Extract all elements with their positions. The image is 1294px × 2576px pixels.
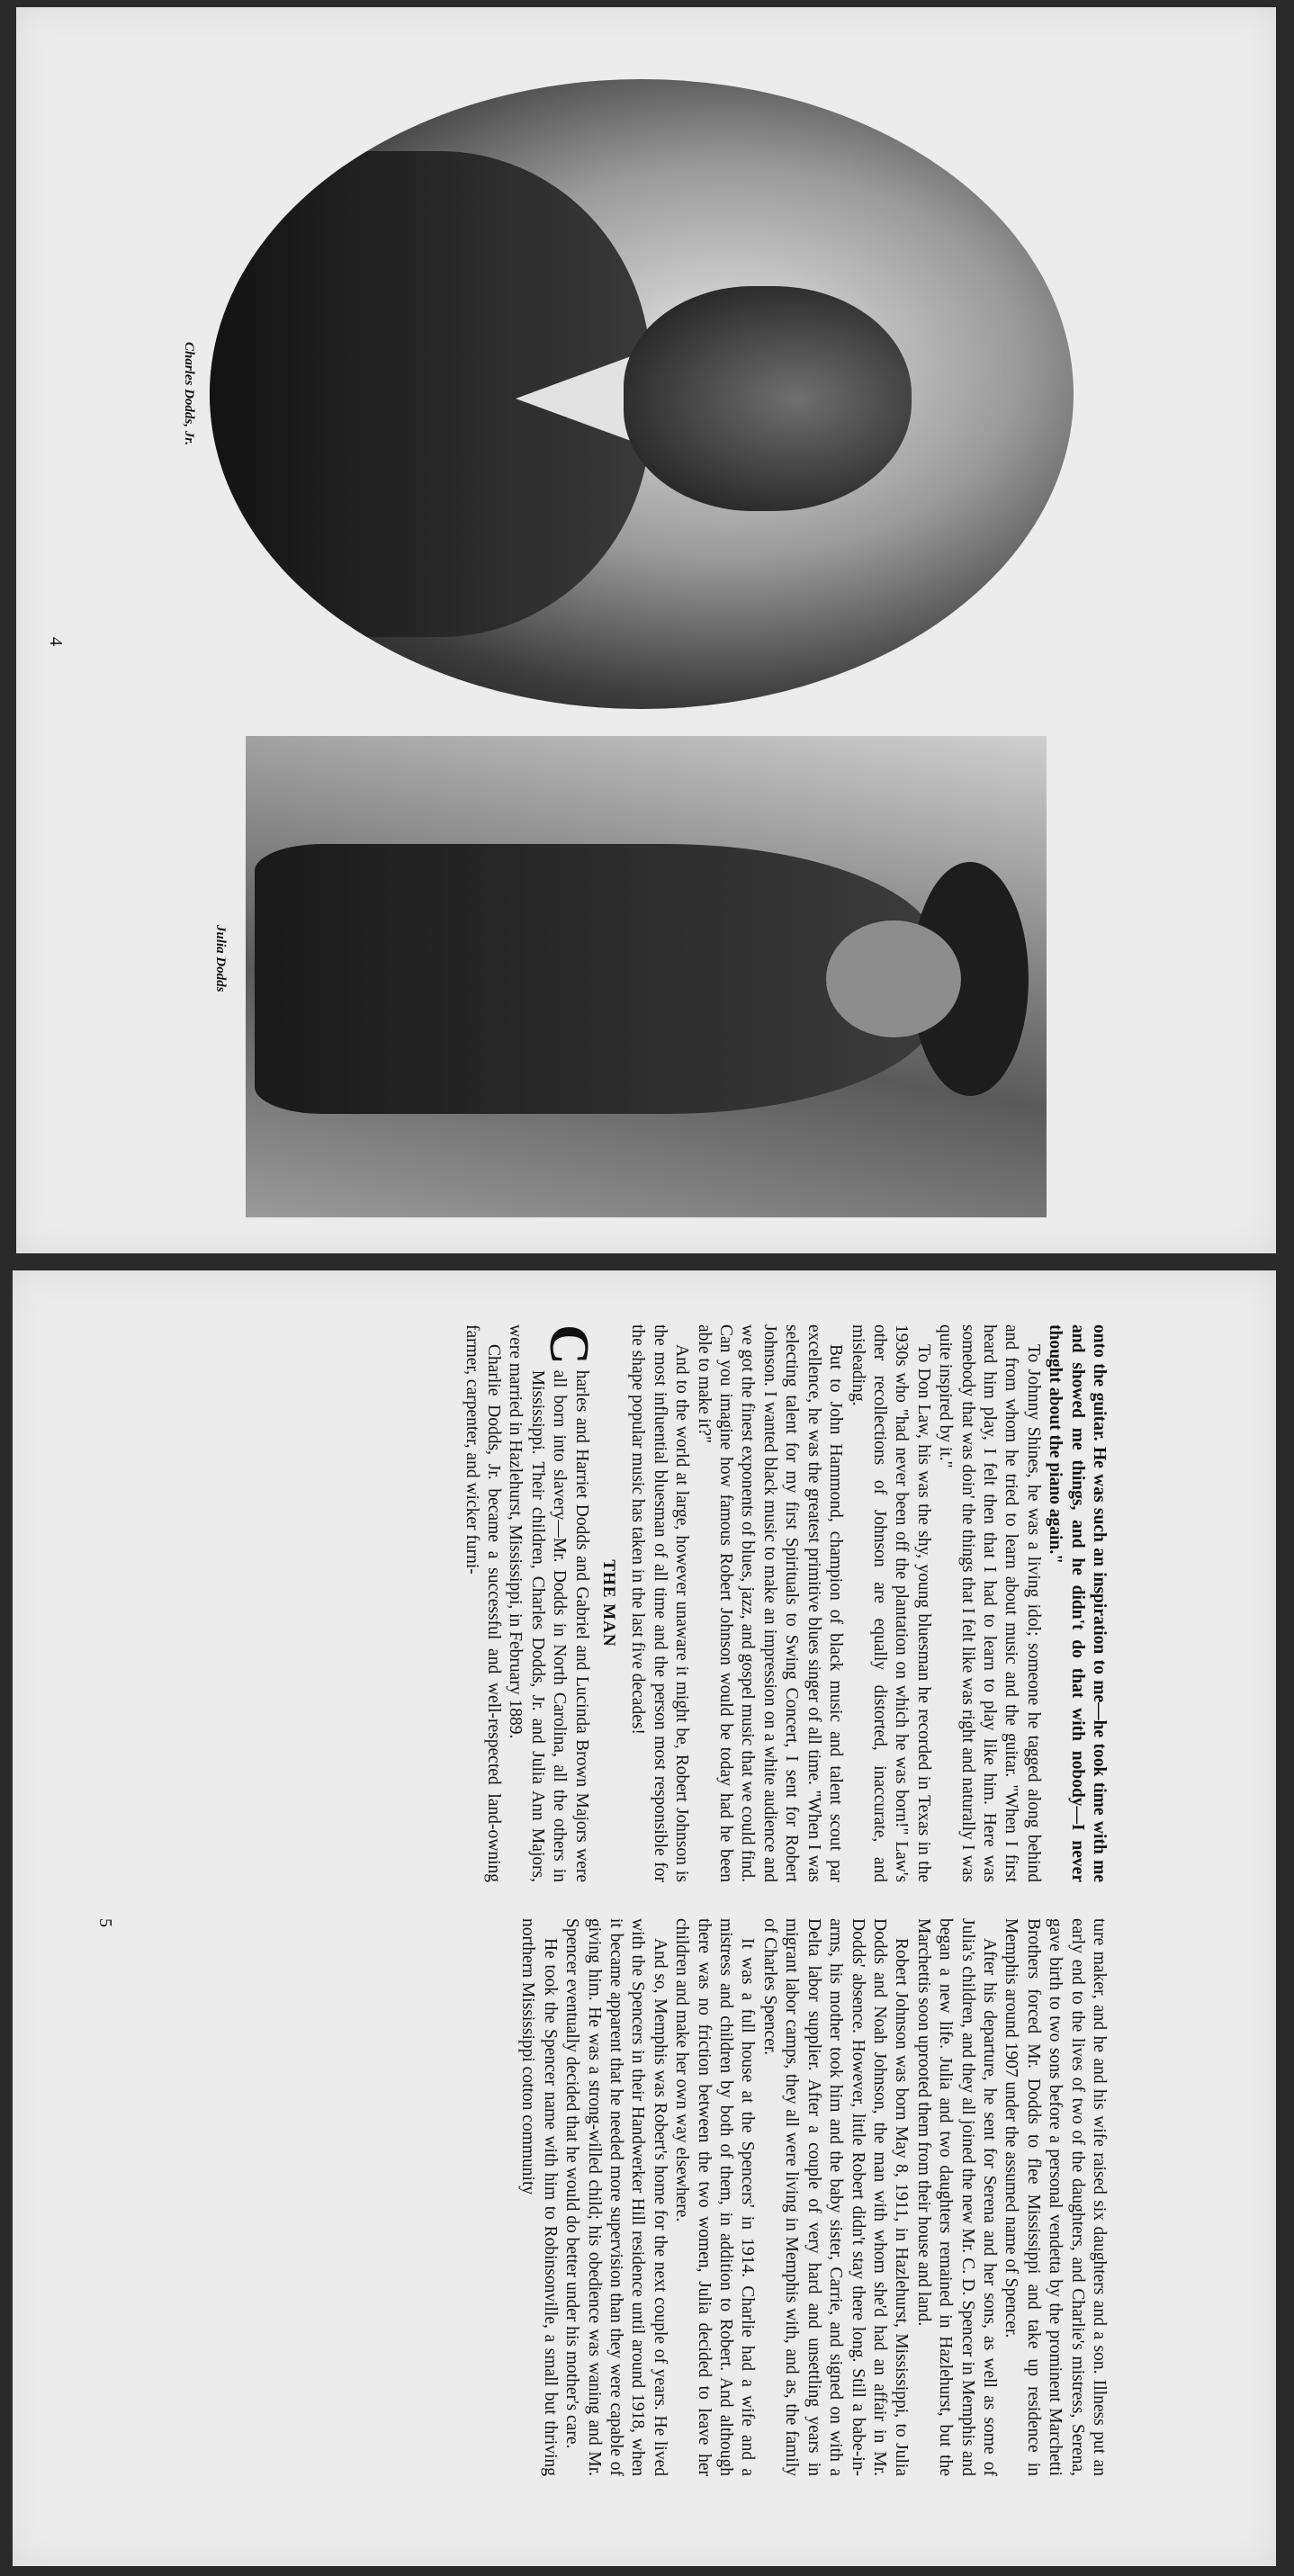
photo-head: [826, 920, 961, 1037]
dropcap: C: [537, 1324, 599, 1365]
text-column-right: [192, 1918, 1110, 2476]
photo-charles-dodds: [210, 79, 1074, 709]
text-column-left: [192, 1324, 1110, 1882]
section-heading: THE MAN: [599, 1559, 619, 1647]
paragraph-text: harles and Harriet Dodds and Gabriel and Lucinda Brown Majors were all born into slavery—Mr. Dodds in North Carolina, all the others in Mississippi. Their children, Charles Dodds, Jr. and Julia Ann Majors, were married in Hazlehurst, Mississippi, in February 1889.: [506, 1324, 591, 1882]
page-number: 4: [46, 637, 66, 646]
caption-charles: Charles Dodds, Jr.: [182, 342, 196, 446]
paragraph: And to the world at large, however unaware it might be, Robert Johnson is the most influential bluesman of all time and the person most responsible for the shape popular music has taken in the last five decades!: [628, 1324, 692, 1882]
page-4-content: [16, 7, 1276, 1253]
paragraph: But to John Hammond, champion of black music and talent scout par excellence, he was the greatest primitive blues singer of all time. "When I was selecting talent for my first Spirituals to Swing Concert, I sent for Robert Johnson. I wanted black music to make an impression on a white audience and we got the finest exponents of blues, jazz, and gospel music that we could find. Can you imagine how famous Robert Johnson would be today had he been able to make it?": [694, 1324, 846, 1882]
photo-julia-dodds: [246, 736, 1047, 1217]
paragraph: To Johnny Shines, he was a living idol; someone he tagged along behind and from whom he tried to learn about music and the guitar. "When I first heard him play, I felt then that I had to learn to play like him. Here was somebody that was doin' the things that I felt like was right and naturally I was quite inspired by it.": [936, 1324, 1043, 1882]
page-5: [13, 1270, 1276, 2566]
page-number: 5: [95, 1918, 115, 1927]
paragraph: It was a full house at the Spencers' in 1914. Charlie had a wife and a mistress and children by both of them, in addition to Robert. And although there was no friction between the two women, Julia decided to leave her children and make her own way elsewhere.: [672, 1918, 758, 2476]
paragraph: Robert Johnson was born May 8, 1911, in Hazlehurst, Mississippi, to Julia Dodds and Noah Johnson, the man with whom she'd had an affair in Mr. Dodds' absence. However, little Robert didn't stay there long. Still a babe-in-arms, his mother took him and the baby sister, Carrie, and signed on with a Delta labor supplier. After a couple of very hard and unsettling years in migrant labor camps, they all were living in Memphis with, and as, the family of Charles Spencer.: [759, 1918, 912, 2476]
caption-julia: Julia Dodds: [213, 925, 228, 992]
paragraph: To Don Law, his was the shy, young bluesman he recorded in Texas in the 1930s who "had never been off the plantation on which he was born!" Law's other recollections of Johnson are equally distorted, inaccurate, and misleading.: [848, 1324, 933, 1882]
photo-face: [624, 286, 912, 511]
paragraph: onto the guitar. He was such an inspiration to me—he took time with me and showed me things, and he didn't do that with nobody—I never thought about the piano again.": [1046, 1324, 1109, 1882]
paragraph: And so, Memphis was Robert's home for the next couple of years. He lived with the Spencers in their Handwerker Hill residence until around 1918, when it became apparent that he needed more supervision than they were capable of giving him. He was a strong-willed child; his obedience was waning and Mr. Spencer eventually decided that he would do better under his mother's care.: [562, 1918, 669, 2476]
paragraph: He took the Spencer name with him to Robinsonville, a small but thriving northern Mississippi cotton community: [518, 1918, 560, 2476]
page-4: [16, 7, 1276, 1253]
paragraph: ture maker, and he and his wife raised six daughters and a son. Illness put an early end to the lives of two of the daughters, and Charlie's mistress, Serena, gave birth to two sons before a personal vendetta by the prominent Marchetti Brothers forced Mr. Dodds to flee Mississippi and take up residence in Memphis around 1907 under the assumed name of Spencer.: [1002, 1918, 1109, 2476]
paragraph-with-dropcap: [504, 1324, 599, 1882]
paragraph: Charlie Dodds, Jr. became a successful and well-respected land-owning farmer, carpenter, and wicker furni-: [462, 1324, 504, 1882]
paragraph: After his departure, he sent for Serena and her sons, as well as some of Julia's children, and they all joined the new Mr. C. D. Spencer in Memphis and began a new life. Julia and two daughters remained in Hazlehurst, but the Marchettis soon uprooted them from their house and land.: [913, 1918, 999, 2476]
page-5-content: [13, 1270, 1276, 2566]
